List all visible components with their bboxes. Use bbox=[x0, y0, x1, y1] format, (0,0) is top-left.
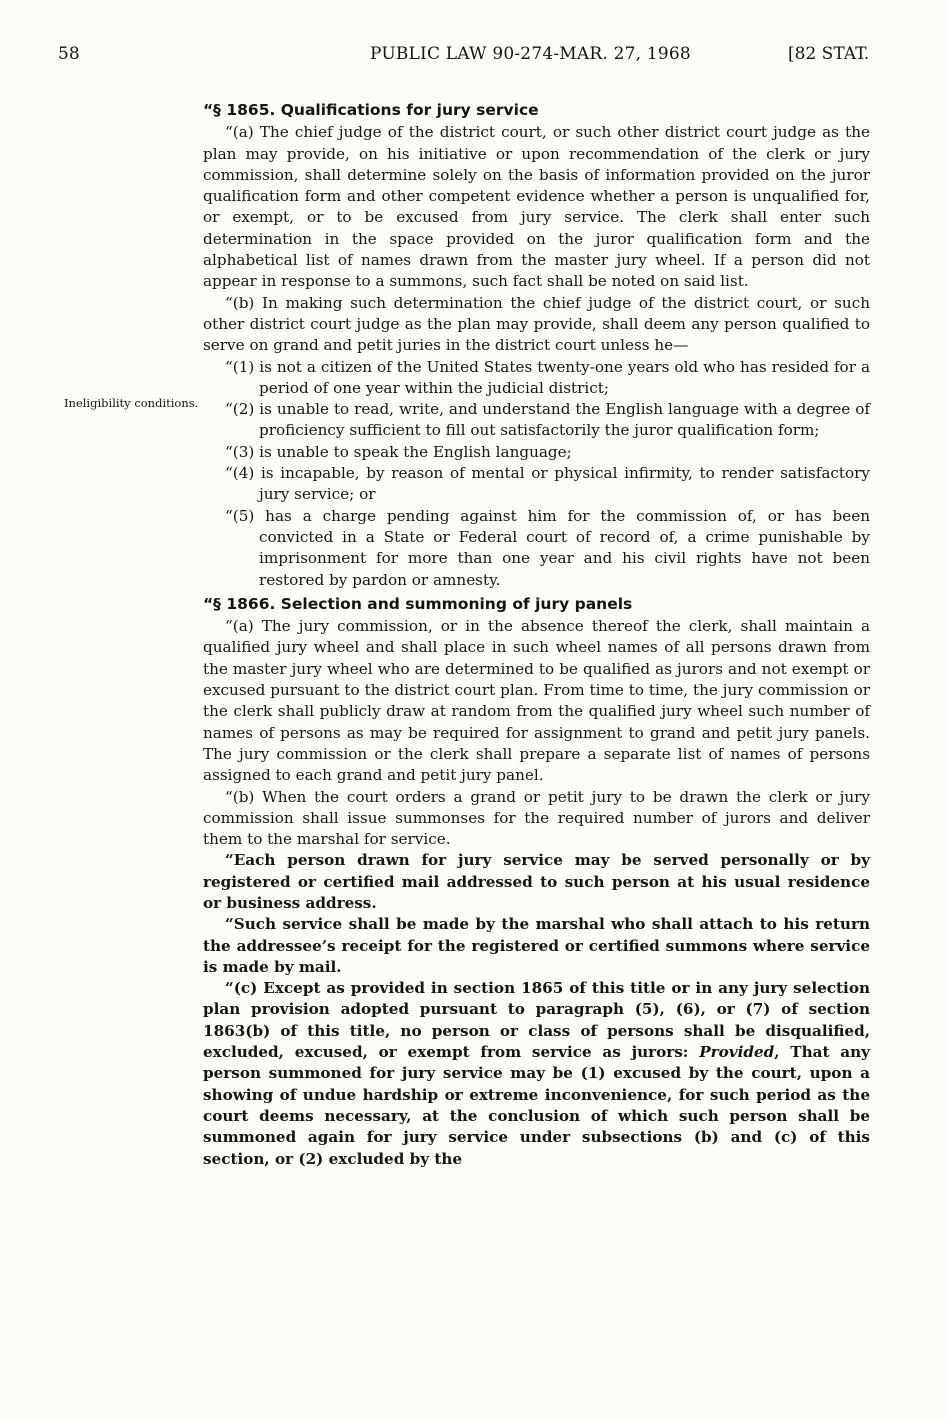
list-item: “(3) is unable to speak the English language; bbox=[225, 442, 572, 461]
margin-note: Ineligibility conditions. bbox=[64, 396, 199, 410]
running-head: PUBLIC LAW 90-274-MAR. 27, 1968 bbox=[370, 44, 691, 64]
page-number: 58 bbox=[58, 44, 80, 64]
section-1865-heading: “§ 1865. Qualifications for jury service bbox=[203, 101, 539, 119]
section-1866-paragraph-b-service: “Each person drawn for jury service may be served personally or by registered or certified mail addressed to such person at his usual residence or business address. bbox=[203, 851, 870, 912]
paragraph-c-continued: , That any person summoned for jury service may be (1) excused by the court, upon a showing of undue hardship or extreme inconvenience, for such period as the court deems necessary, at the conclusion of which such person shall be summoned again for jury service under subsections (b) and (c) of this section, or (2) excluded by the bbox=[203, 1043, 870, 1168]
proviso-word: Provided bbox=[699, 1043, 775, 1062]
list-item: “(4) is incapable, by reason of mental or physical infirmity, to render satisfactory jury service; or bbox=[225, 464, 870, 504]
statute-reference: [82 STAT. bbox=[788, 44, 870, 64]
ineligibility-list bbox=[203, 357, 870, 591]
section-1866-paragraph-c bbox=[203, 978, 870, 1170]
section-1866-paragraph-b-marshal: “Such service shall be made by the marshal who shall attach to his return the addressee’s receipt for the registered or certified summons where service is made by mail. bbox=[203, 915, 870, 976]
list-item: “(1) is not a citizen of the United States twenty-one years old who has resided for a period of one year within the judicial district; bbox=[225, 357, 870, 397]
list-item: “(2) is unable to read, write, and understand the English language with a degree of proficiency sufficient to fill out satisfactorily the juror qualification form; bbox=[225, 400, 870, 440]
section-1865-paragraph-a: “(a) The chief judge of the district court, or such other district court judge as the plan may provide, on his initiative or upon recommendation of the clerk or jury commission, shall determine solely on the basis of information provided on the juror qualification form and other competent evidence whether a person is unqualified for, or exempt, or to be excused from jury service. The clerk shall enter such determination in the space provided on the juror qualification form and the alphabetical list of names drawn from the master jury wheel. If a person did not appear in response to a summons, such fact shall be noted on said list. bbox=[203, 123, 870, 291]
section-1866-paragraph-b: “(b) When the court orders a grand or petit jury to be drawn the clerk or jury commission shall issue summonses for the required number of jurors and deliver them to the marshal for service. bbox=[203, 787, 870, 849]
section-1866-heading: “§ 1866. Selection and summoning of jury panels bbox=[203, 594, 633, 613]
list-item: “(5) has a charge pending against him for the commission of, or has been convicted in a State or Federal court of record of, a crime punishable by imprisonment for more than one year and his civil rights have not been restored by pardon or amnesty. bbox=[225, 506, 870, 589]
section-1865-paragraph-b: “(b) In making such determination the chief judge of the district court, or such other district court judge as the plan may provide, shall deem any person qualified to serve on grand and petit juries in the district court unless he— bbox=[203, 293, 870, 355]
page-body bbox=[203, 100, 870, 1170]
section-1866-paragraph-a: “(a) The jury commission, or in the absence thereof the clerk, shall maintain a qualified jury wheel and shall place in such wheel names of all persons drawn from the master jury wheel who are determined to be qualified as jurors and not exempt or excused pursuant to the district court plan. From time to time, the jury commission or the clerk shall publicly draw at random from the qualified jury wheel such number of names of persons as may be required for assignment to grand and petit jury panels. The jury commission or the clerk shall prepare a separate list of names of persons assigned to each grand and petit jury panel. bbox=[203, 617, 870, 785]
paragraph-c-text: “(c) Except as provided in section 1865 of this title or in any jury selection plan provision adopted pursuant to paragraph (5), (6), or (7) of section 1863(b) of this title, no person or class of persons shall be disqualified, excluded, excused, or exempt from service as jurors: bbox=[203, 979, 870, 1062]
